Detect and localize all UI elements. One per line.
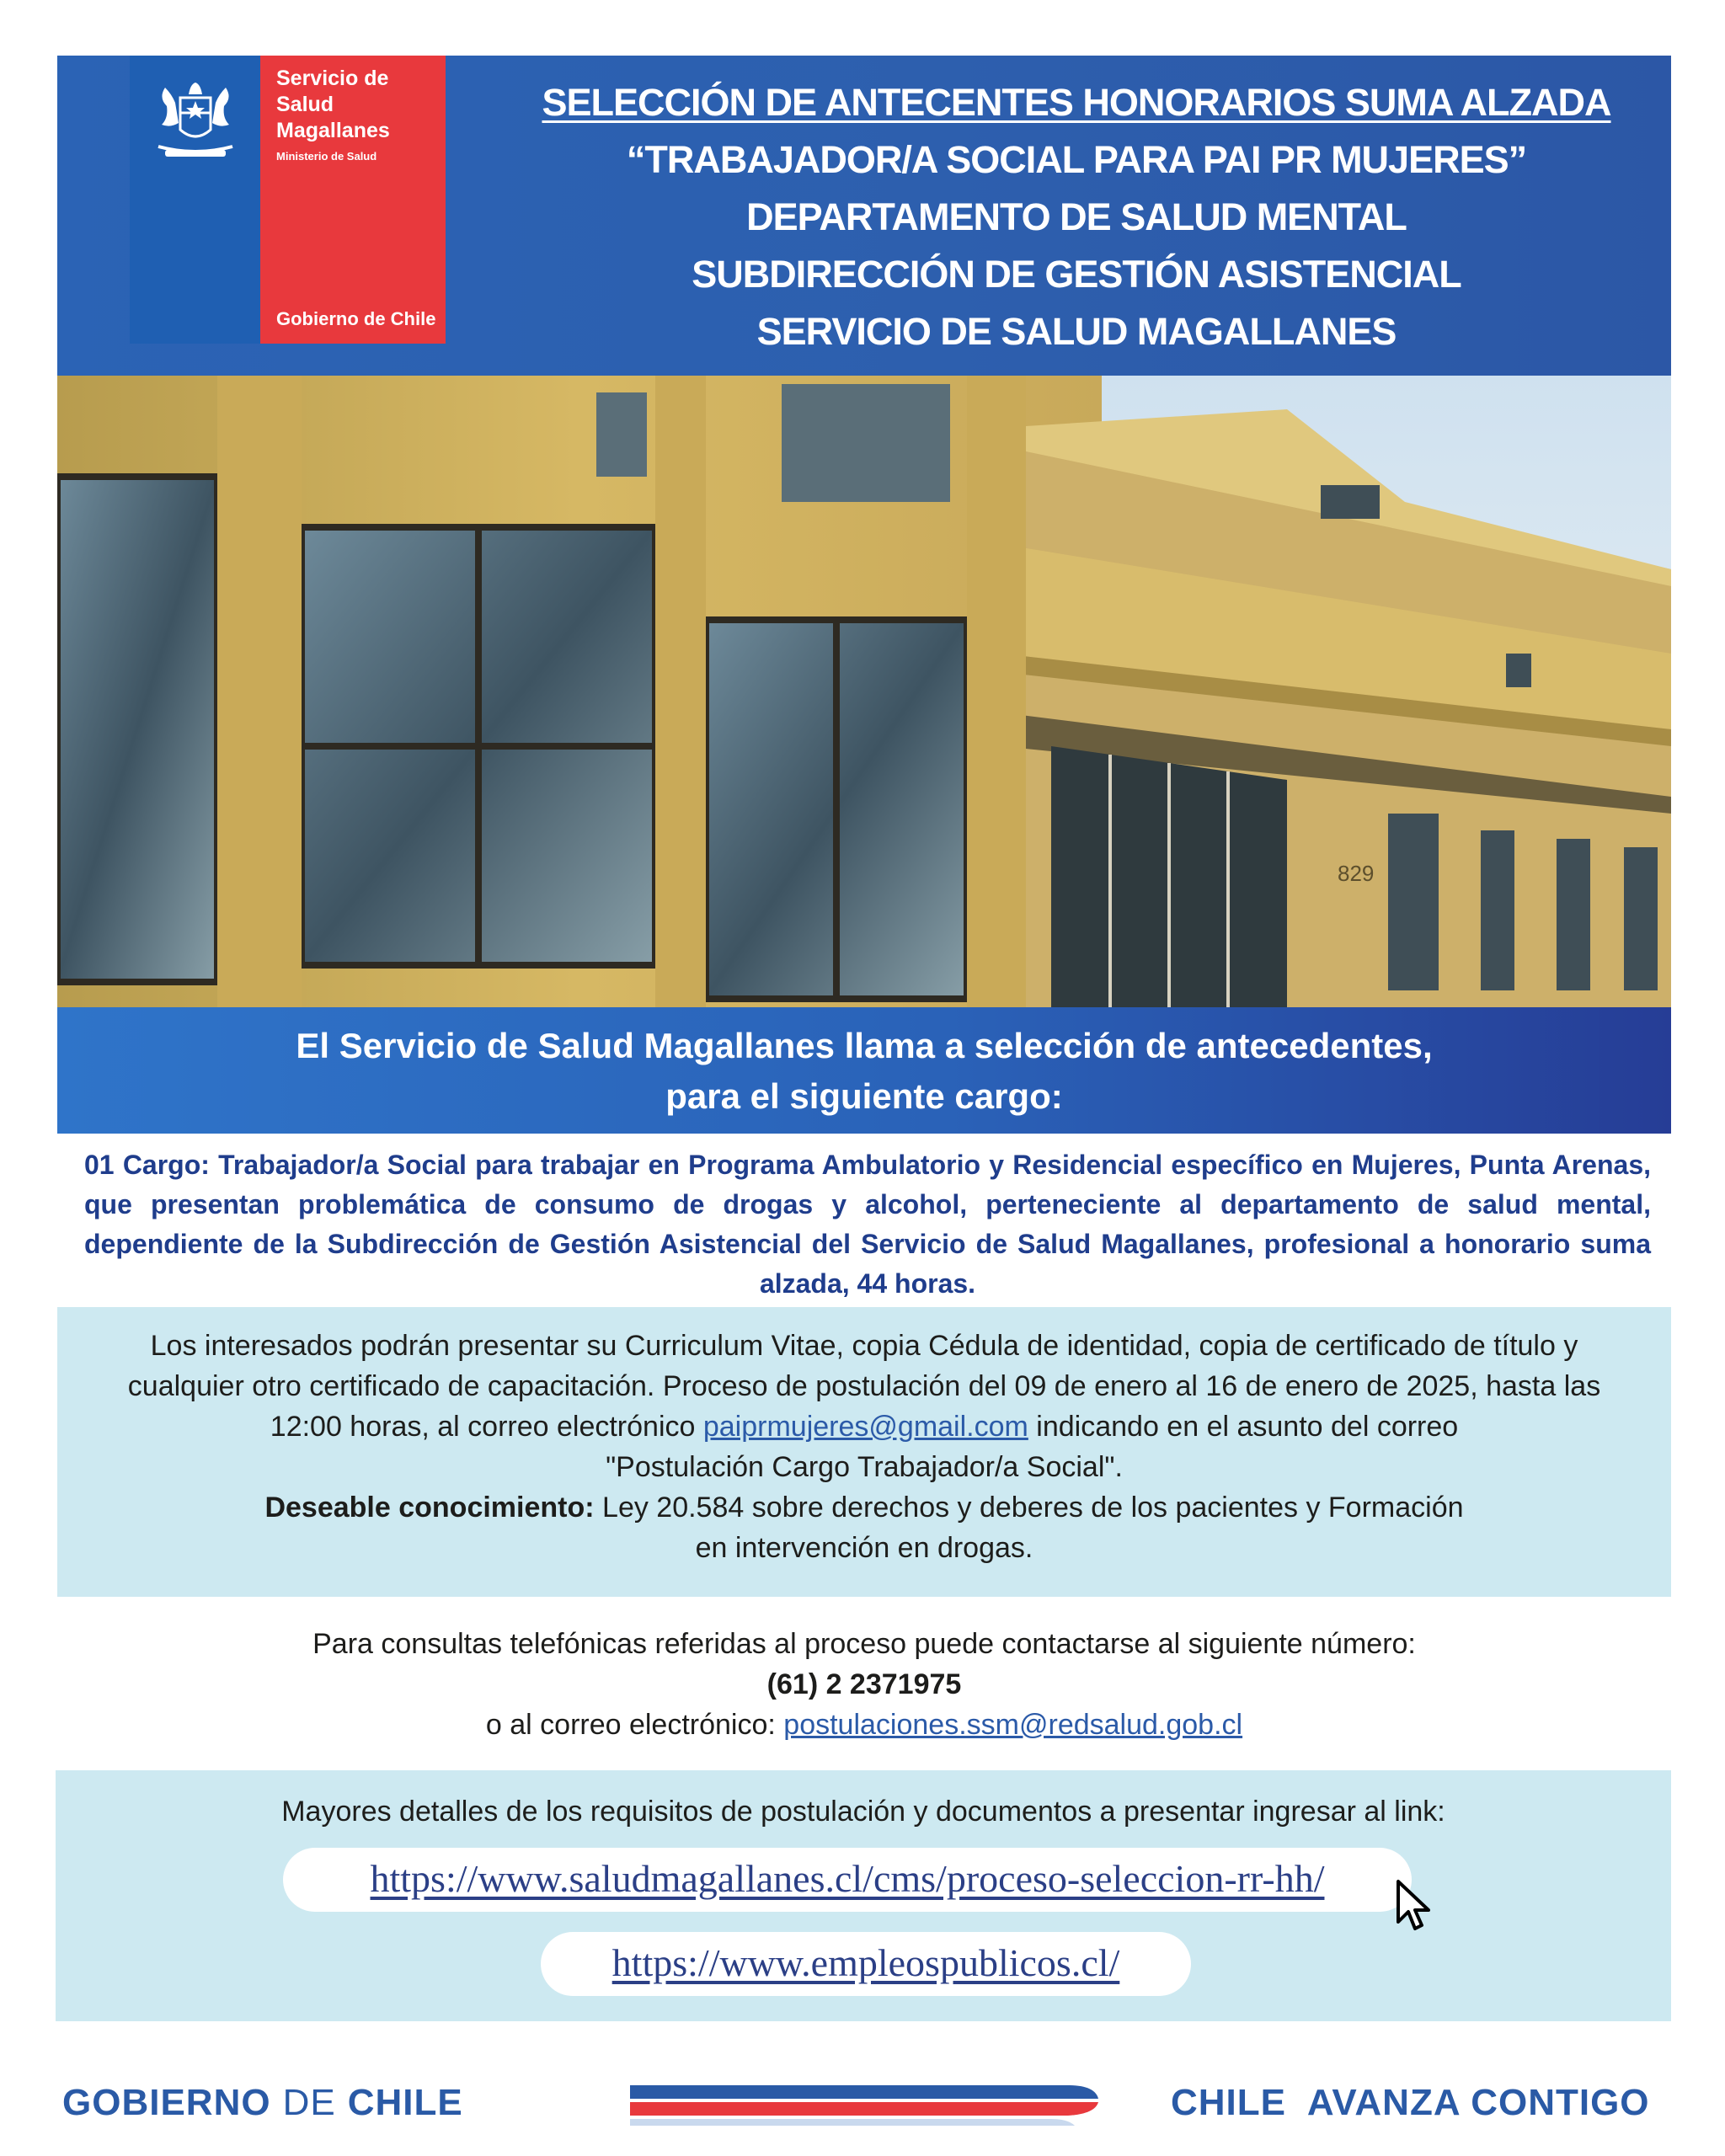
header-title-3: DEPARTAMENTO DE SALUD MENTAL [746, 195, 1407, 238]
header-title-4: SUBDIRECCIÓN DE GESTIÓN ASISTENCIAL [692, 253, 1461, 296]
contact-phone: (61) 2 2371975 [766, 1668, 962, 1700]
footer-gobierno-de-chile [62, 2082, 463, 2124]
contact-email-intro: o al correo electrónico: [485, 1709, 776, 1741]
desirable-text-1: Ley 20.584 sobre derechos y deberes de los pacientes y Formación [602, 1492, 1464, 1524]
call-banner [57, 1007, 1671, 1134]
call-banner-line1: El Servicio de Salud Magallanes llama a selección de antecedentes, [296, 1026, 1433, 1065]
link-salud-magallanes[interactable]: https://www.saludmagallanes.cl/cms/proceso-seleccion-rr-hh/ [283, 1848, 1412, 1912]
logo-government: Gobierno de Chile [276, 308, 436, 329]
desirable-knowledge [57, 1487, 1671, 1528]
application-text-after: indicando en el asunto del correo [1036, 1411, 1459, 1443]
contact-email-row [57, 1705, 1671, 1745]
call-banner-line2: para el siguiente cargo: [665, 1076, 1063, 1116]
logo-service-name: Servicio de Salud Magallanes [276, 67, 390, 142]
mouse-cursor-icon [1393, 1878, 1437, 1932]
logo-ministry: Ministerio de Salud [276, 150, 377, 163]
application-instructions [57, 1326, 1671, 1447]
link-empleos-publicos[interactable]: https://www.empleospublicos.cl/ [541, 1932, 1191, 1996]
building-photo [57, 376, 1671, 1009]
footer-word-de: DE [282, 2082, 336, 2123]
building-number: 829 [1338, 861, 1375, 886]
header-title-1: SELECCIÓN DE ANTECENTES HONORARIOS SUMA ALZADA [542, 81, 1611, 124]
cargo-description: 01 Cargo: Trabajador/a Social para trabajar en Programa Ambulatorio y Residencial específico en Mujeres, Punta Arenas, que presentan problemática de consumo de drogas y alcohol, perteneciente al departamento de salud mental, dependiente de la Subdirección de Gestión Asistencial del Servicio de Salud Magallanes, profesional a honorario suma alzada, 44 horas. [84, 1150, 1651, 1299]
coat-of-arms-icon [142, 72, 249, 173]
contact-section [57, 1624, 1671, 1745]
header-banner [57, 56, 1671, 376]
header-title-2: “TRABAJADOR/A SOCIAL PARA PAI PR MUJERES” [626, 138, 1527, 181]
footer-chile-avanza-contigo: CHILE AVANZA CONTIGO [1171, 2082, 1650, 2123]
contact-intro: Para consultas telefónicas referidas al proceso puede contactarse al siguiente número: [312, 1628, 1416, 1660]
footer-word-gobierno: GOBIERNO [62, 2082, 271, 2123]
application-info-box [57, 1307, 1671, 1597]
links-intro: Mayores detalles de los requisitos de postulación y documentos a presentar ingresar al link: [281, 1796, 1445, 1828]
header-titles [529, 74, 1624, 360]
links-box [56, 1770, 1671, 2021]
desirable-text-2: en intervención en drogas. [695, 1532, 1033, 1564]
header-title-5: SERVICIO DE SALUD MAGALLANES [756, 310, 1397, 353]
footer-word-chile: CHILE [347, 2082, 463, 2123]
contact-email-link[interactable]: postulaciones.ssm@redsalud.gob.cl [783, 1709, 1243, 1741]
flag-stripes-icon [630, 2080, 1102, 2131]
application-text: Los interesados podrán presentar su Curriculum Vitae, copia Cédula de identidad, copia de certificado de título y cualquier otro certificado de capacitación. Proceso de postulación del 09 de enero al 16 de enero de 2025, hasta las 12:00 horas, al correo electrónico [127, 1330, 1601, 1443]
application-subject: "Postulación Cargo Trabajador/a Social". [606, 1451, 1123, 1483]
application-email-link[interactable]: paiprmujeres@gmail.com [702, 1411, 1028, 1443]
desirable-label: Deseable conocimiento: [264, 1492, 595, 1524]
